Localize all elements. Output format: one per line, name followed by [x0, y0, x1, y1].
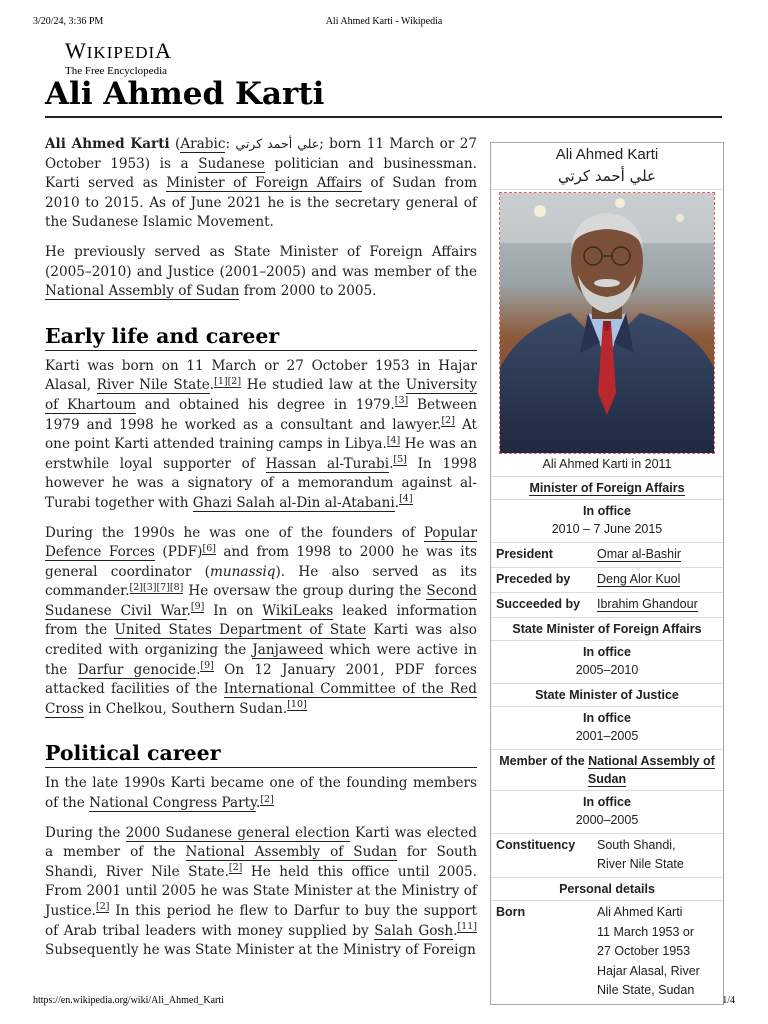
- preceded-by-row: [491, 568, 723, 593]
- university-khartoum-link[interactable]: University of Khartoum: [45, 377, 477, 413]
- citation-link[interactable]: [10]: [287, 699, 307, 711]
- text: Karti was elected a member of the: [45, 824, 477, 861]
- print-page-number: 1/4: [722, 995, 735, 1006]
- national-assembly-link[interactable]: National Assembly of Sudan: [45, 283, 240, 300]
- citation[interactable]: [441, 415, 454, 427]
- in-office-label: In office: [583, 795, 631, 809]
- born-value: [597, 903, 719, 1001]
- second-sudanese-civil-war-link[interactable]: Second Sudanese Civil War: [45, 583, 477, 619]
- citation[interactable]: [200, 660, 213, 672]
- text: leaked information from the: [45, 602, 478, 639]
- text: in Chelkou, Southern Sudan.: [84, 700, 288, 717]
- text: ). He also served as its commander.: [45, 563, 477, 600]
- intro-paragraph: Ali Ahmed Karti (Arabic: علي أحمد كرتي; born 11 March or 27 October 1953) is a Sudanese politician and businessman. Karti served as Minister of Foreign Affairs of Sudan from 2010 to 2015. As of June 2021 he is the secretary general of the Sudanese Islamic Movement.: [45, 136, 478, 231]
- president-link[interactable]: Omar al-Bashir: [597, 547, 682, 561]
- text: In 1998 however he was a signatory of a memorandum against al-Turabi together with: [45, 455, 477, 511]
- text: for South Shandi, River Nile State.: [45, 844, 478, 880]
- page-title: Ali Ahmed Karti: [45, 72, 722, 118]
- succeeded-by-label: Succeeded by: [496, 597, 581, 611]
- citation-link[interactable]: [11]: [457, 921, 477, 933]
- text: On 12 January 2001, PDF forces attacked facilities of the: [45, 661, 477, 698]
- election-2000-link[interactable]: 2000 Sudanese general election: [125, 824, 350, 841]
- constituency-line: River Nile State: [597, 857, 684, 871]
- in-office-dates: 2005–2010: [491, 661, 723, 684]
- succeeded-by-link[interactable]: Ibrahim Ghandour: [597, 597, 698, 611]
- citation[interactable]: [96, 901, 109, 913]
- citation-link[interactable]: [3]: [394, 395, 409, 407]
- text: In this period he flew to Darfur to buy the support of Arab tribal leaders with money supplied by: [45, 903, 477, 939]
- early-life-paragraph-1: [45, 357, 477, 514]
- janjaweed-link[interactable]: Janjaweed: [252, 642, 324, 659]
- office-state-minister-justice: State Minister of Justice: [491, 684, 723, 707]
- text: (PDF): [154, 544, 203, 561]
- constituency-value: [597, 836, 719, 874]
- citation[interactable]: [229, 862, 242, 874]
- print-header: [0, 16, 768, 30]
- constituency-row: [491, 834, 723, 878]
- text: During the 1990s he was one of the founders of: [45, 524, 424, 541]
- office-minister-foreign-affairs[interactable]: [491, 477, 723, 500]
- personal-details-header: Personal details: [491, 878, 723, 901]
- citation-link[interactable]: [2]: [227, 375, 242, 387]
- office-title-link[interactable]: Minister of Foreign Affairs: [529, 481, 685, 495]
- national-congress-party-link[interactable]: National Congress Party: [89, 795, 256, 812]
- sudanese-link[interactable]: Sudanese: [198, 155, 265, 172]
- text: which were active in the: [45, 642, 477, 678]
- born-label: Born: [496, 905, 526, 919]
- wordmark-middle: IKIPEDI: [86, 43, 156, 62]
- in-office-label: In office: [583, 645, 631, 659]
- text: He previously served as State Minister of Foreign Affairs (2005–2010) and Justice (2001–2005) and was member of the: [45, 243, 477, 280]
- citation-link[interactable]: [8]: [169, 581, 184, 593]
- infobox-title: Ali Ahmed Karti: [555, 146, 659, 163]
- portrait-caption: Ali Ahmed Karti in 2011: [491, 454, 723, 477]
- text: Karti was also credited with organizing the: [45, 622, 477, 659]
- citation-link[interactable]: [2]: [95, 901, 110, 913]
- text: .: [255, 795, 261, 812]
- office-title-prefix: Member of the: [499, 754, 589, 768]
- born-line: Ali Ahmed Karti: [597, 905, 683, 919]
- wordmark-a: A: [155, 38, 173, 63]
- citation-link[interactable]: [2]: [129, 581, 143, 593]
- text: .: [196, 661, 201, 678]
- office-state-minister-foreign: State Minister of Foreign Affairs: [491, 618, 723, 641]
- citation-link[interactable]: [2]: [441, 415, 455, 426]
- citation[interactable]: [457, 921, 477, 933]
- citation-link[interactable]: [6]: [202, 542, 216, 554]
- text: Between 1979 and 1998 he worked as a consultant and lawyer.: [45, 396, 477, 433]
- president-label: President: [496, 547, 553, 561]
- born-row: [491, 901, 723, 1004]
- in-office-label: In office: [583, 504, 631, 518]
- text: and obtained his degree in 1979.: [135, 396, 395, 413]
- darfur-genocide-link[interactable]: Darfur genocide: [77, 661, 197, 678]
- text: He held this office until 2005. From 2001 until 2005 he was State Minister at the Ministry of Justice.: [45, 863, 477, 919]
- in-office-dates: 2001–2005: [491, 727, 723, 750]
- ghazi-salah-link[interactable]: Ghazi Salah al-Din al-Atabani: [192, 494, 395, 511]
- text: In the late 1990s Karti became one of the founding members of the: [45, 775, 477, 812]
- in-office-label: In office: [583, 711, 631, 725]
- office-member-national-assembly: [491, 750, 723, 791]
- minister-foreign-affairs-link[interactable]: Minister of Foreign Affairs: [166, 175, 362, 192]
- salah-gosh-link[interactable]: Salah Gosh: [374, 922, 454, 939]
- citation-link[interactable]: [9]: [190, 601, 205, 613]
- us-state-department-link[interactable]: United States Department of State: [114, 622, 367, 639]
- italic-term: munassiq: [209, 563, 276, 580]
- wikileaks-link[interactable]: WikiLeaks: [262, 602, 334, 619]
- wikipedia-tagline: The Free Encyclopedia: [65, 65, 168, 77]
- infobox-native-name: علي أحمد كرتي: [491, 165, 723, 190]
- citation-link[interactable]: [9]: [200, 660, 214, 672]
- text: .: [394, 494, 400, 511]
- text: from 2000 to 2005.: [239, 283, 377, 300]
- political-paragraph-1: [45, 774, 477, 813]
- born-line: Hajar Alasal, River: [597, 963, 700, 978]
- citation-link[interactable]: [1]: [214, 375, 228, 387]
- preceded-by-label: Preceded by: [496, 572, 571, 586]
- arabic-name: علي أحمد كرتي: [235, 136, 320, 151]
- text: He was an erstwhile loyal supporter of: [45, 436, 477, 472]
- citation[interactable]: [202, 543, 215, 555]
- citation[interactable]: [395, 395, 408, 407]
- early-life-paragraph-2: [45, 524, 477, 720]
- text: and from 1998 to 2000 he was its general coordinator (: [45, 544, 478, 580]
- born-line: 27 October 1953: [597, 944, 691, 958]
- text: Karti was born on 11 March or 27 October 1953 in Hajar Alasal,: [45, 357, 477, 394]
- infobox: [490, 142, 724, 1005]
- hassan-turabi-link[interactable]: Hassan al-Turabi: [265, 455, 390, 472]
- in-office-dates: 2010 – 7 June 2015: [491, 520, 723, 543]
- citation[interactable]: [399, 493, 412, 505]
- icrc-link[interactable]: International Committee of the Red Cross: [45, 681, 477, 717]
- citation-link[interactable]: [4]: [399, 493, 413, 505]
- citation[interactable]: [214, 376, 241, 388]
- arabic-link[interactable]: Arabic: [180, 136, 226, 152]
- print-title: Ali Ahmed Karti - Wikipedia: [325, 16, 443, 27]
- preceded-by-link[interactable]: Deng Alor Kuol: [597, 572, 681, 586]
- born-line: 11 March 1953 or: [597, 924, 695, 939]
- text: .: [209, 377, 215, 394]
- citation[interactable]: [191, 601, 204, 613]
- text: Subsequently he was State Minister at the Ministry of Foreign: [45, 942, 476, 959]
- print-url: https://en.wikipedia.org/wiki/Ali_Ahmed_Karti: [33, 995, 224, 1006]
- political-paragraph-2: [45, 824, 477, 961]
- second-paragraph: [45, 243, 477, 302]
- citation[interactable]: [260, 794, 273, 806]
- born-line: Nile State, Sudan: [597, 983, 695, 997]
- text: .: [453, 922, 458, 939]
- citation-link[interactable]: [2]: [228, 862, 243, 874]
- text: politician and businessman. Karti served as: [45, 155, 478, 192]
- text: ; born 11 March or 27 October 1953) is a: [45, 136, 477, 172]
- president-value: [597, 545, 719, 564]
- popular-defence-forces-link[interactable]: Popular Defence Forces: [45, 524, 477, 561]
- in-office-dates: 2000–2005: [491, 811, 723, 834]
- text: He oversaw the group during the: [183, 583, 427, 600]
- citation[interactable]: [387, 435, 400, 447]
- article-body: [45, 134, 477, 971]
- section-heading-early-life: Early life and career: [45, 322, 477, 351]
- wordmark-w: W: [65, 38, 87, 63]
- print-datetime: 3/20/24, 3:36 PM: [33, 16, 104, 27]
- portrait-photo-graphic: [500, 193, 714, 453]
- president-row: [491, 543, 723, 568]
- text: .: [186, 602, 191, 619]
- citation[interactable]: [130, 582, 184, 594]
- citation[interactable]: [393, 454, 406, 466]
- citation-link[interactable]: [5]: [393, 454, 407, 466]
- text: He studied law at the: [241, 377, 406, 394]
- text: In on: [204, 602, 263, 619]
- text: During the: [45, 824, 126, 841]
- river-nile-state-link[interactable]: River Nile State: [96, 377, 210, 394]
- national-assembly-link-2[interactable]: National Assembly of Sudan: [185, 844, 397, 861]
- citation[interactable]: [287, 699, 307, 711]
- text: of Sudan from 2010 to 2015. As of June 2021 he is the secretary general of the Sudanese Islamic Movement.: [45, 175, 477, 231]
- constituency-label: Constituency: [496, 838, 576, 852]
- citation-link[interactable]: [2]: [260, 793, 274, 805]
- text: .: [389, 455, 394, 472]
- preceded-by-value: [597, 570, 719, 589]
- citation-link[interactable]: [3]: [142, 581, 157, 593]
- national-assembly-infobox-link[interactable]: National Assembly of Sudan: [587, 754, 715, 786]
- succeeded-by-value: [597, 595, 719, 614]
- text: At one point Karti attended training camps in Libya.: [45, 416, 477, 453]
- citation-link[interactable]: [4]: [386, 434, 401, 446]
- subject-name: Ali Ahmed Karti: [45, 136, 170, 152]
- section-heading-political-career: Political career: [45, 739, 477, 768]
- wikipedia-wordmark: [65, 40, 172, 64]
- citation-link[interactable]: [7]: [156, 581, 170, 593]
- constituency-line: South Shandi,: [597, 838, 676, 852]
- portrait-photo[interactable]: [499, 192, 715, 454]
- succeeded-by-row: [491, 593, 723, 618]
